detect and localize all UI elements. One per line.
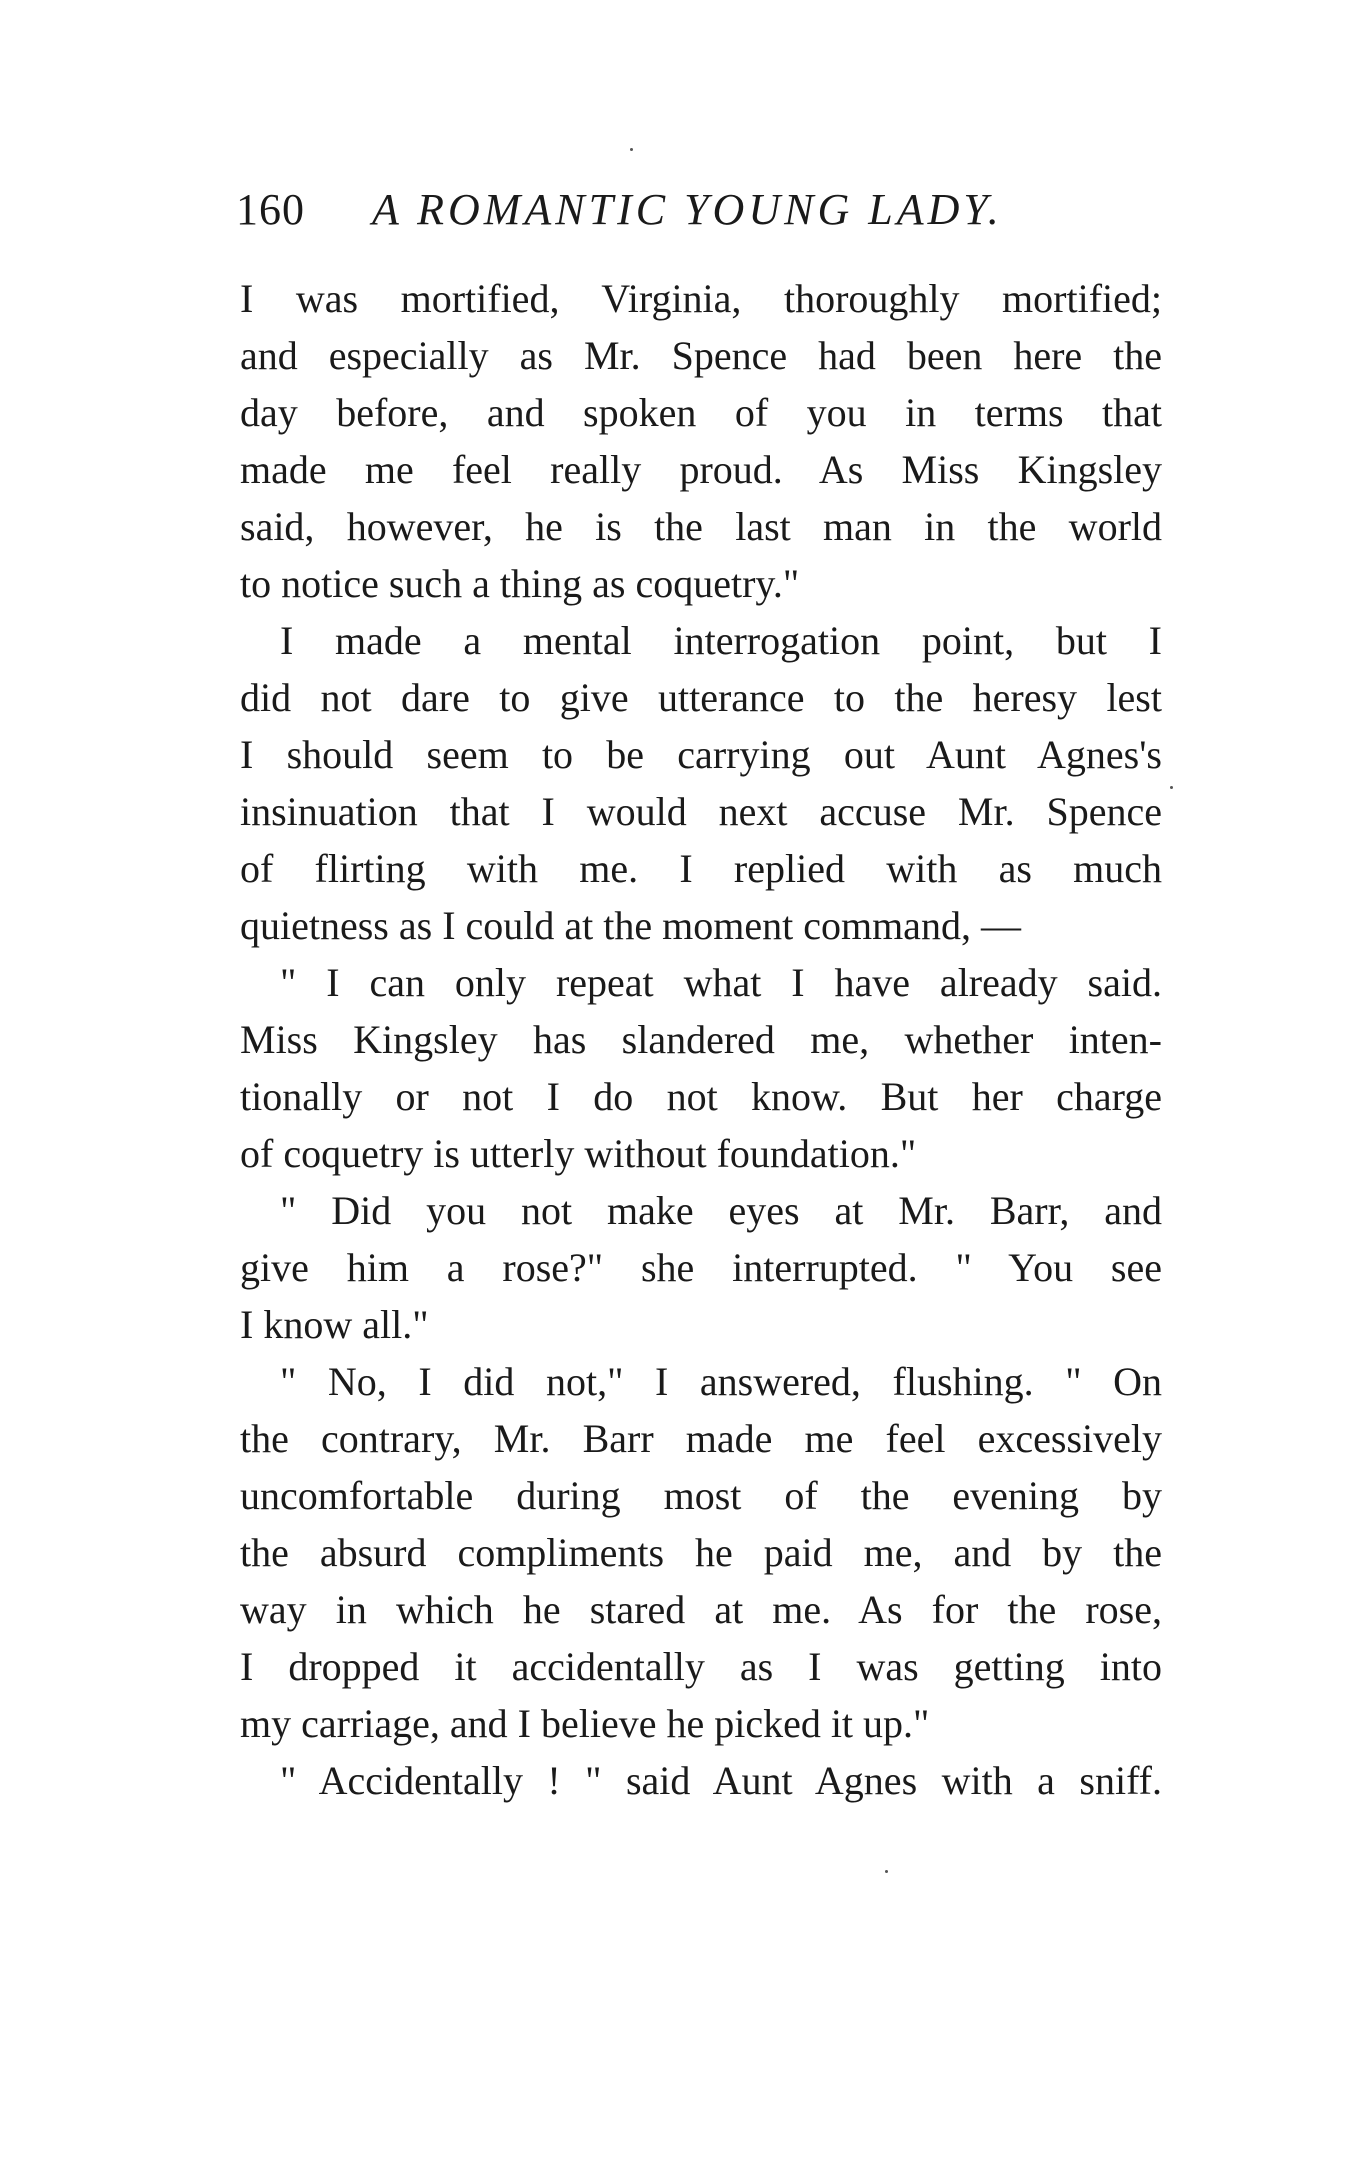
text-line: Miss Kingsley has slandered me, whether inten-	[240, 1017, 1162, 1062]
text-line: I was mortified, Virginia, thoroughly mortified;	[240, 276, 1162, 321]
text-line: I should seem to be carrying out Aunt Agnes's	[240, 732, 1162, 777]
text-line: said, however, he is the last man in the world	[240, 504, 1162, 549]
page-number: 160	[236, 185, 305, 234]
text-line: and especially as Mr. Spence had been here the	[240, 333, 1162, 378]
print-speck	[630, 148, 633, 151]
text-line: " I can only repeat what I have already said.	[280, 960, 1162, 1005]
text-line: quietness as I could at the moment command, —	[240, 903, 1021, 948]
text-line: tionally or not I do not know. But her charge	[240, 1074, 1162, 1119]
text-line: the absurd compliments he paid me, and by the	[240, 1530, 1162, 1575]
text-line: to notice such a thing as coquetry."	[240, 561, 800, 606]
text-line: uncomfortable during most of the evening by	[240, 1473, 1162, 1518]
text-line: my carriage, and I believe he picked it up."	[240, 1701, 930, 1746]
text-line: day before, and spoken of you in terms that	[240, 390, 1162, 435]
text-line: give him a rose?" she interrupted. " You see	[240, 1245, 1162, 1290]
running-header	[236, 180, 1136, 240]
print-speck	[1170, 786, 1173, 789]
text-line: I made a mental interrogation point, but I	[280, 618, 1162, 663]
text-line: of coquetry is utterly without foundation."	[240, 1131, 917, 1176]
text-line: made me feel really proud. As Miss Kingsley	[240, 447, 1162, 492]
text-line: " No, I did not," I answered, flushing. " On	[280, 1359, 1162, 1404]
text-line: " Accidentally ! " said Aunt Agnes with a sniff.	[280, 1758, 1162, 1803]
text-line: insinuation that I would next accuse Mr. Spence	[240, 789, 1162, 834]
text-line: of flirting with me. I replied with as much	[240, 846, 1162, 891]
text-line: did not dare to give utterance to the heresy lest	[240, 675, 1162, 720]
text-line: I know all."	[240, 1302, 429, 1347]
print-speck	[885, 1870, 888, 1873]
running-title: A ROMANTIC YOUNG LADY.	[372, 185, 1003, 234]
text-line: the contrary, Mr. Barr made me feel excessively	[240, 1416, 1162, 1461]
text-line: way in which he stared at me. As for the rose,	[240, 1587, 1162, 1632]
text-line: I dropped it accidentally as I was getting into	[240, 1644, 1162, 1689]
text-line: " Did you not make eyes at Mr. Barr, and	[280, 1188, 1162, 1233]
body-text	[240, 270, 1162, 1809]
